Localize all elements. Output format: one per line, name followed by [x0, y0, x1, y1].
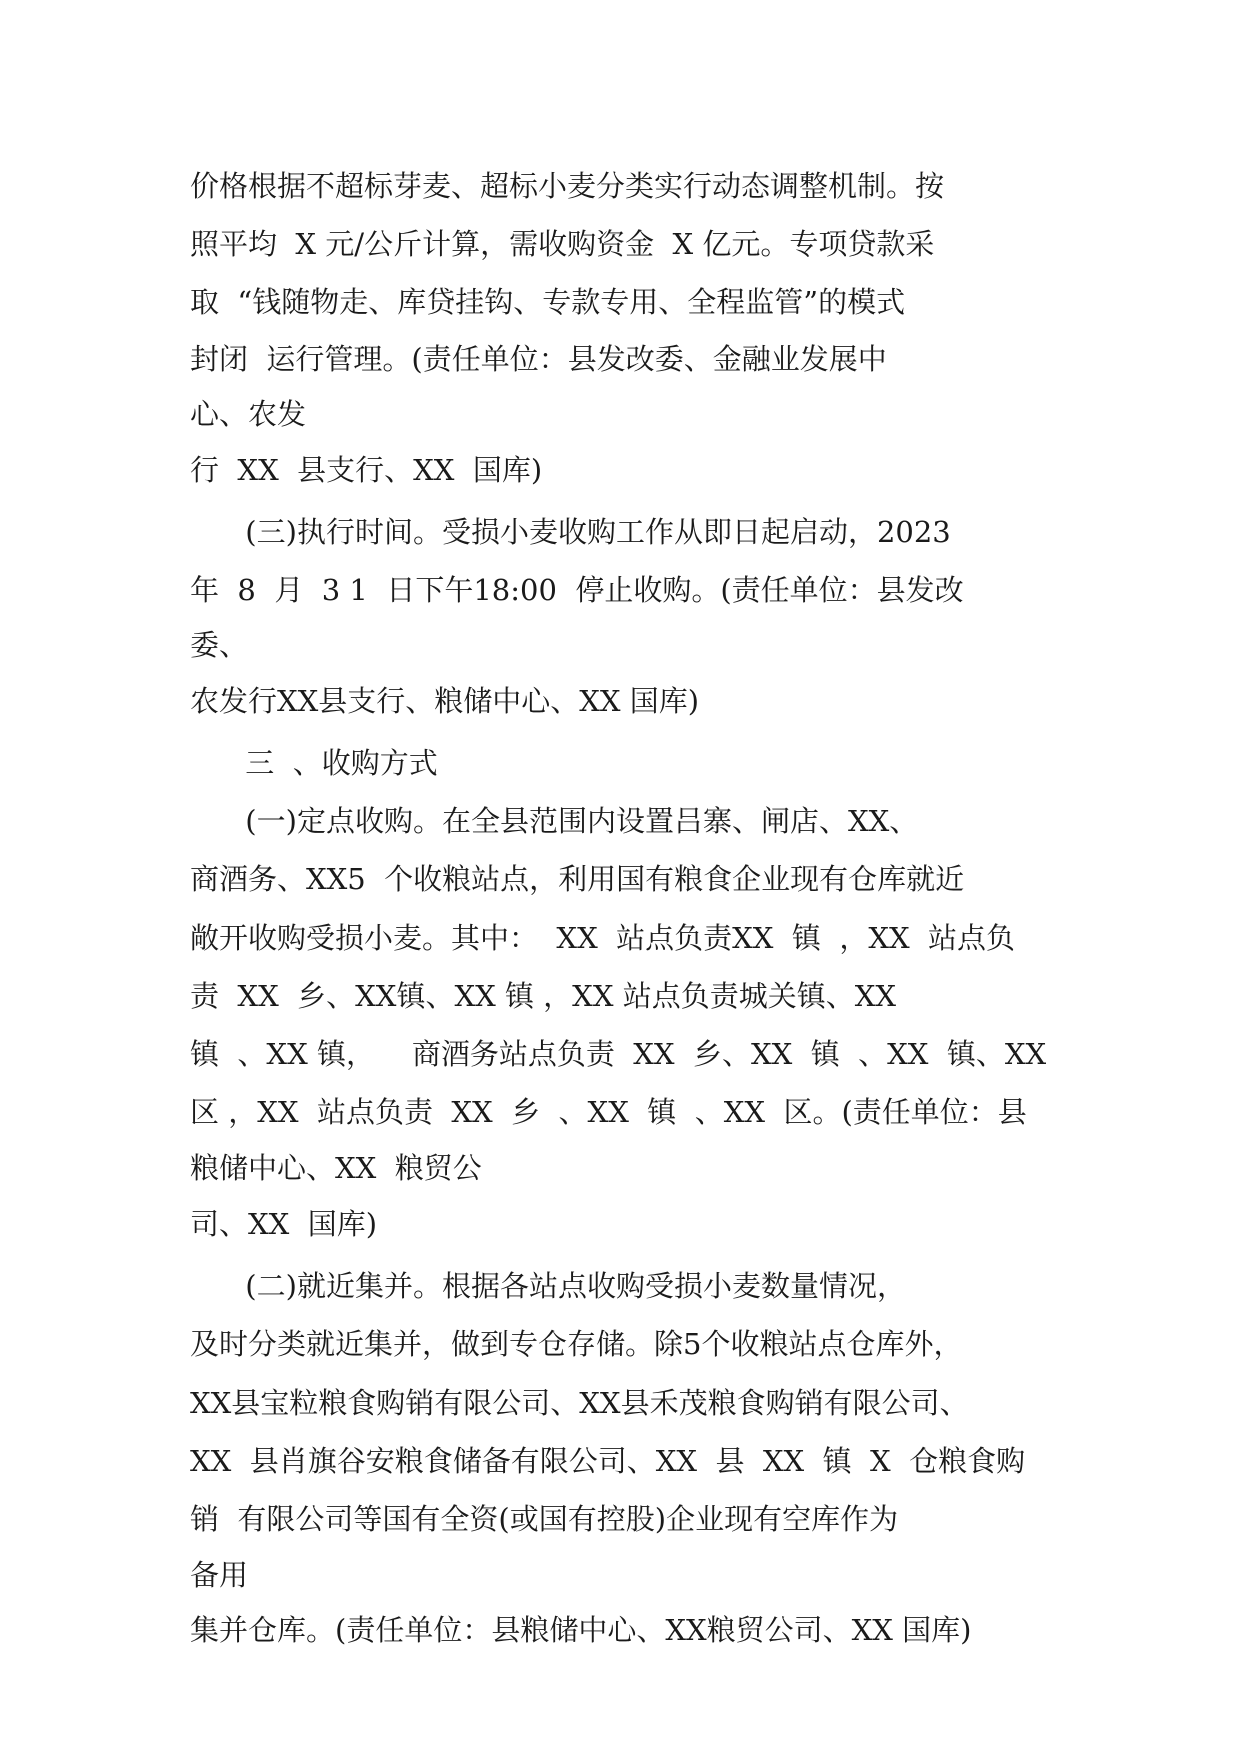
text-line: 粮储中心、XX 粮贸公 [190, 1151, 482, 1185]
text-line: XX县宝粒粮食购销有限公司、XX县禾茂粮食购销有限公司、 [190, 1386, 969, 1420]
text-line: (一)定点收购。在全县范围内设置吕寨、闸店、XX、 [190, 804, 919, 838]
text-line: 商酒务、XX5 个收粮站点，利用国有粮食企业现有仓库就近 [190, 862, 965, 896]
text-line: (三)执行时间。受损小麦收购工作从即日起启动，2023 [190, 515, 951, 549]
text-line: 照平均 X 元/公斤计算，需收购资金 X 亿元。专项贷款采 [190, 227, 935, 261]
text-line: 敞开收购受损小麦。其中： XX 站点负责XX 镇 ，XX 站点负 [190, 921, 1016, 955]
section-heading: 三 、收购方式 [190, 746, 438, 780]
text-line: XX 县肖旗谷安粮食储备有限公司、XX 县 XX 镇 X 仓粮食购 [190, 1444, 1026, 1478]
text-line: 责 XX 乡、XX镇、XX 镇 ，XX 站点负责城关镇、XX [190, 979, 896, 1013]
text-line: 及时分类就近集并，做到专仓存储。除5个收粮站点仓库外， [190, 1327, 963, 1361]
text-line: 集并仓库。(责任单位：县粮储中心、XX粮贸公司、XX 国库) [190, 1613, 972, 1647]
text-line: 农发行XX县支行、粮储中心、XX 国库) [190, 684, 700, 718]
text-line: 取 “钱随物走、库贷挂钩、专款专用、全程监管”的模式 [190, 285, 906, 319]
text-line: 镇 、XX 镇， 商酒务站点负责 XX 乡、XX 镇 、XX 镇、XX [190, 1037, 1047, 1071]
text-line: (二)就近集并。根据各站点收购受损小麦数量情况， [190, 1269, 906, 1303]
text-line: 销 有限公司等国有全资(或国有控股)企业现有空库作为 [190, 1502, 899, 1536]
text-line: 委、 [190, 628, 249, 662]
text-line: 行 XX 县支行、XX 国库) [190, 453, 543, 487]
text-line: 备用 [190, 1558, 249, 1592]
text-line: 区 ，XX 站点负责 XX 乡 、XX 镇 、XX 区。(责任单位：县 [190, 1095, 1027, 1129]
text-line: 封闭 运行管理。(责任单位：县发改委、金融业发展中 [190, 342, 887, 376]
text-line: 司、XX 国库) [190, 1207, 378, 1241]
text-line: 年 8 月 3 1 日下午18:00 停止收购。(责任单位：县发改 [190, 573, 964, 607]
text-line: 心、农发 [190, 397, 307, 431]
text-line: 价格根据不超标芽麦、超标小麦分类实行动态调整机制。按 [190, 169, 945, 203]
